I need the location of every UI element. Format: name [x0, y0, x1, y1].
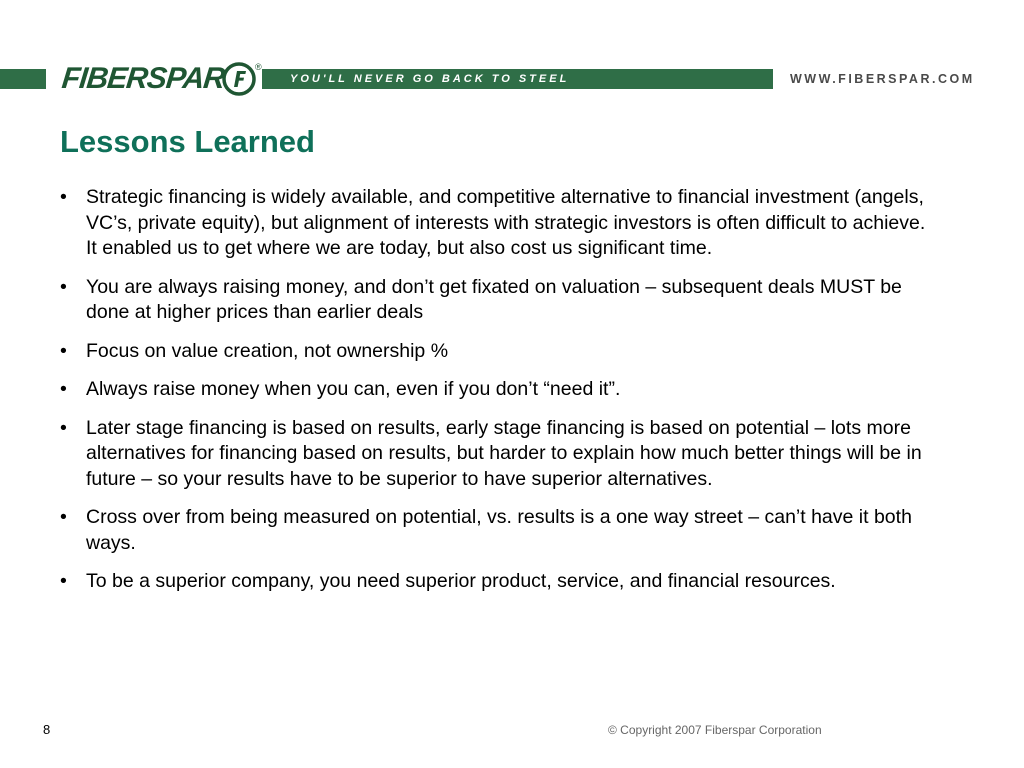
bullet-dot-icon: •	[60, 378, 67, 400]
bullet-text: You are always raising money, and don’t get fixated on valuation – subsequent deals MUST be done at higher prices than earlier deals	[86, 275, 902, 323]
bullet-item	[60, 505, 940, 556]
bullet-item	[60, 275, 940, 326]
bullet-text: To be a superior company, you need superior product, service, and financial resources.	[86, 570, 836, 592]
fiberspar-f-logo-icon	[222, 62, 256, 96]
bullet-text: Cross over from being measured on potential, vs. results is a one way street – can’t have it both ways.	[86, 506, 912, 554]
bullet-item	[60, 416, 940, 493]
tagline: YOU'LL NEVER GO BACK TO STEEL	[290, 73, 570, 85]
bullet-dot-icon: •	[60, 506, 67, 528]
bullet-text: Focus on value creation, not ownership %	[86, 339, 449, 362]
bullet-dot-icon: •	[60, 416, 67, 439]
brand-logo: FIBERSPAR	[60, 62, 226, 95]
bullet-dot-icon: •	[60, 275, 67, 298]
page-number: 8	[43, 722, 51, 737]
bullet-dot-icon: •	[60, 186, 67, 208]
copyright-notice: © Copyright 2007 Fiberspar Corporation	[608, 723, 822, 737]
bullet-item	[60, 185, 940, 262]
bullet-text: Later stage financing is based on results, early stage financing is based on potential – lots more alternatives for financing based on results, but harder to explain how much better things will be in future – so your results have to be superior to have superior alternatives.	[86, 416, 922, 490]
bullet-list	[60, 185, 940, 608]
slide-title: Lessons Learned	[60, 124, 315, 159]
bullet-text: Strategic financing is widely available, and competitive alternative to financial investment (angels, VC’s, private equity), but alignment of interests with strategic investors is often difficult to achieve. It enabled us to get where we are today, but also cost us significant time.	[86, 186, 926, 259]
bullet-item	[60, 569, 940, 595]
website-url: WWW.FIBERSPAR.COM	[790, 72, 975, 86]
bullet-item	[60, 377, 940, 403]
bullet-text: Always raise money when you can, even if you don’t “need it”.	[86, 378, 621, 400]
header-bar-left	[0, 69, 46, 89]
bullet-dot-icon: •	[60, 570, 67, 592]
registered-mark: ®	[255, 62, 262, 72]
bullet-dot-icon: •	[60, 339, 67, 362]
bullet-item	[60, 339, 940, 365]
